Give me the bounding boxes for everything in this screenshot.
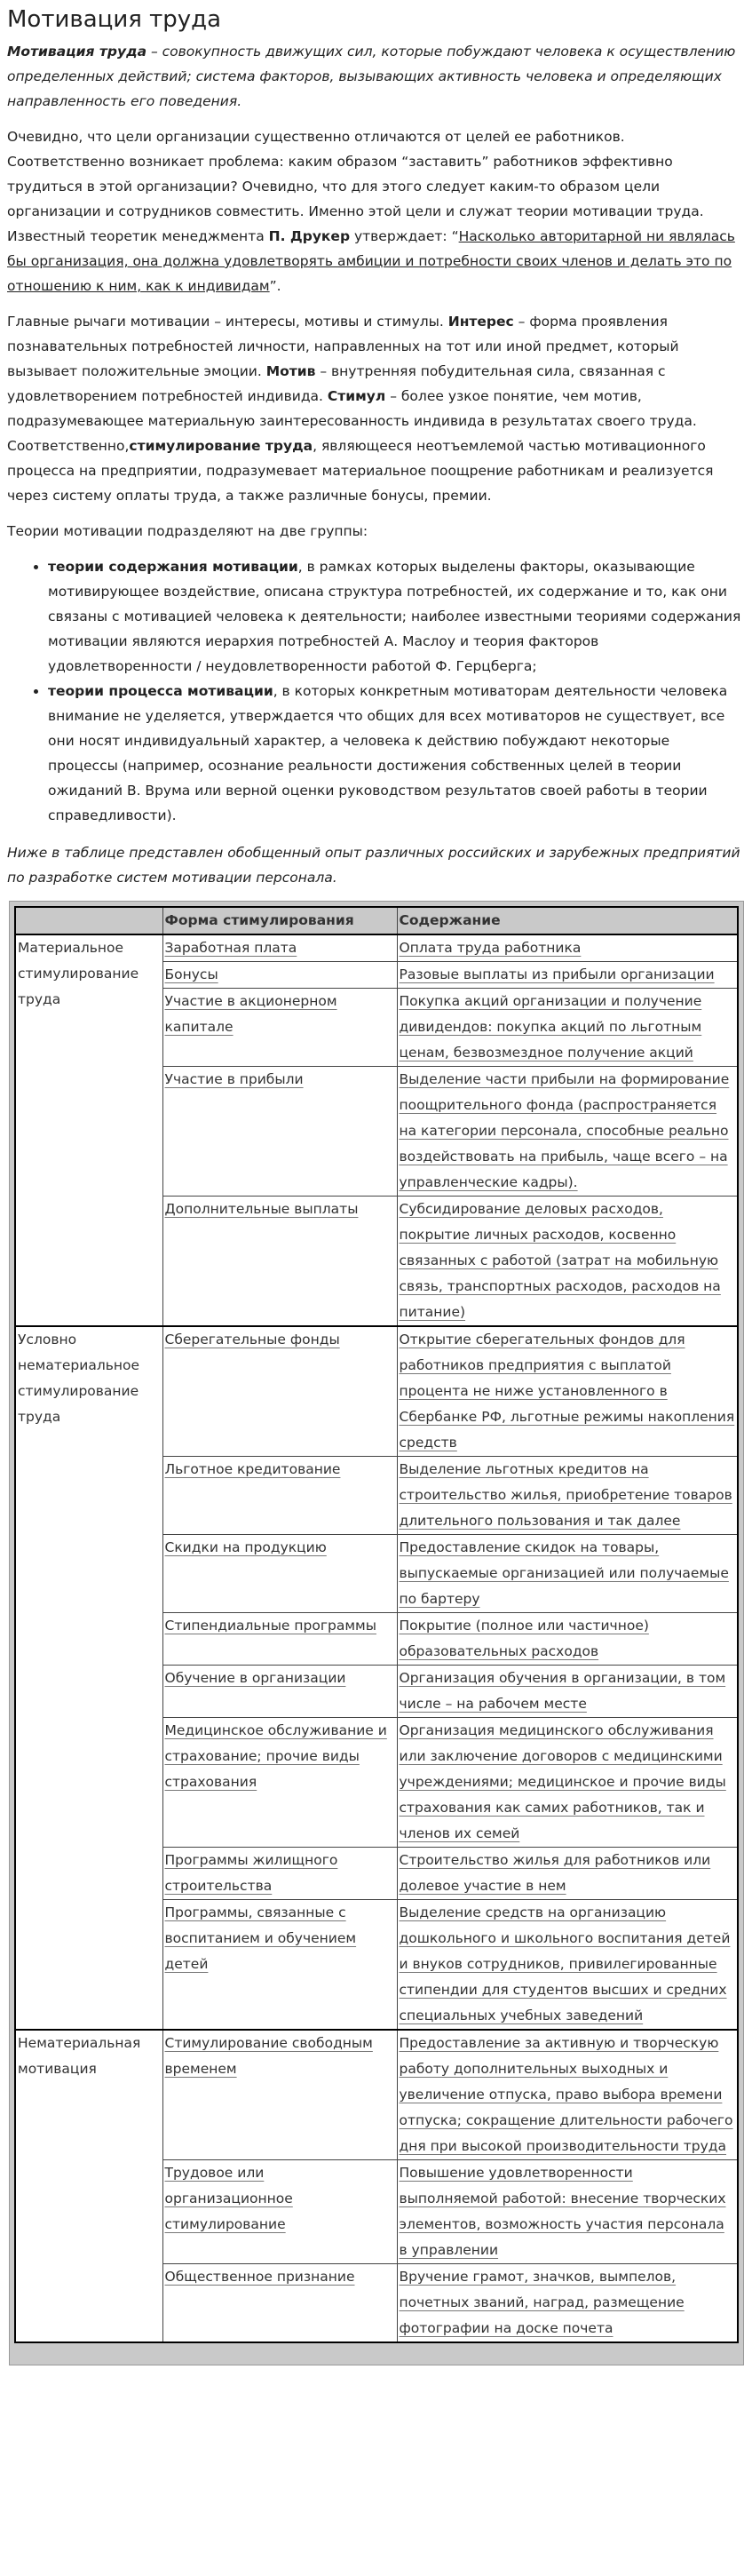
theories-list	[7, 554, 741, 828]
group-cell: Условно нематериальное стимулирование труда	[15, 1326, 162, 2030]
form-text: Скидки на продукцию	[164, 1539, 327, 1555]
form-cell	[162, 2160, 397, 2264]
table-body	[15, 934, 738, 2342]
content-cell	[397, 1326, 738, 1457]
form-cell	[162, 2030, 397, 2160]
content-cell	[397, 1666, 738, 1718]
form-text: Медицинское обслуживание и страхование; прочие виды страхования	[164, 1722, 387, 1790]
list-item	[48, 554, 741, 679]
intro-term: Мотивация труда	[7, 44, 147, 60]
form-cell	[162, 1848, 397, 1900]
form-cell	[162, 1067, 397, 1197]
content-cell	[397, 1197, 738, 1327]
drucker-quote: Насколько авторитарной ни являлась бы организация, она должна удовлетворять амбиции и потребности своих членов и делать это по отношению к ним, как к индивидам	[7, 228, 735, 294]
form-cell	[162, 1326, 397, 1457]
content-text: Организация медицинского обслуживания или заключение договоров с медицинскими учреждениями; медицинское и прочие виды страхования как самих работников, так и членов их семей	[399, 1722, 726, 1841]
content-cell	[397, 2030, 738, 2160]
drucker-name: П. Друкер	[268, 228, 351, 244]
form-cell	[162, 1900, 397, 2031]
form-text: Общественное признание	[164, 2269, 355, 2285]
stimulation-table	[14, 906, 739, 2343]
form-text: Участие в прибыли	[164, 1071, 304, 1087]
header-cell-group	[15, 907, 162, 934]
content-text: Выделение части прибыли на формирование поощрительного фонда (распространяется на категории персонала, способные реально воздействовать на прибыль, чаще всего – на управленческие кадры).	[399, 1071, 730, 1190]
term-interest: Интерес	[447, 314, 514, 330]
form-text: Программы жилищного строительства	[164, 1852, 338, 1894]
content-cell	[397, 1613, 738, 1666]
theory-text: , в которых конкретным мотиваторам деятельности человека внимание не уделяется, утверждается что общих для всех мотиваторов не существует, все они носят индивидуальный характер, а человека к действию побуждают некоторые процессы (например, осознание реальности достижения собственных целей в теории ожиданий В. Врума или верной оценки руководством результатов своей работы в теории справедливости).	[48, 683, 728, 823]
form-cell	[162, 934, 397, 962]
form-cell	[162, 962, 397, 989]
content-text: Разовые выплаты из прибыли организации	[399, 966, 715, 982]
table-header-row	[15, 907, 738, 934]
form-cell	[162, 1613, 397, 1666]
form-text: Трудовое или организационное стимулирование	[164, 2165, 293, 2232]
content-cell	[397, 1848, 738, 1900]
table-frame	[9, 901, 744, 2365]
content-text: Организация обучения в организации, в том числе – на рабочем месте	[399, 1670, 726, 1712]
form-cell	[162, 1197, 397, 1327]
header-cell-content: Содержание	[397, 907, 738, 934]
content-cell	[397, 1457, 738, 1535]
intro-text: – совокупность движущих сил, которые побуждают человека к осуществлению определенных действий; система факторов, вызывающих активность человека и определяющих направленность его поведения.	[7, 44, 736, 109]
theory-name: теории содержания мотивации	[48, 559, 298, 575]
form-text: Бонусы	[164, 966, 218, 982]
term-stimulus: Стимул	[327, 388, 386, 404]
content-text: Покупка акций организации и получение дивидендов: покупка акций по льготным ценам, безвозмездное получение акций	[399, 993, 702, 1061]
content-cell	[397, 1900, 738, 2031]
header-cell-form: Форма стимулирования	[162, 907, 397, 934]
content-cell	[397, 934, 738, 962]
group-cell: Нематериальная мотивация	[15, 2030, 162, 2342]
content-text: Субсидирование деловых расходов, покрытие личных расходов, косвенно связанных с работой (затрат на мобильную связь, транспортных расходов, расходов на питание)	[399, 1201, 721, 1320]
content-text: Вручение грамот, значков, вымпелов, почетных званий, наград, размещение фотографии на доске почета	[399, 2269, 685, 2336]
form-cell	[162, 989, 397, 1067]
levers-text-1: Главные рычаги мотивации – интересы, мотивы и стимулы.	[7, 314, 448, 330]
form-cell	[162, 1457, 397, 1535]
content-cell	[397, 1067, 738, 1197]
content-cell	[397, 1718, 738, 1848]
form-text: Обучение в организации	[164, 1670, 346, 1686]
theories-lead: Теории мотивации подразделяют на две группы:	[7, 523, 368, 539]
levers-text-3: – внутренняя побудительная сила, связанная с удовлетворением потребностей индивида.	[7, 363, 666, 404]
form-cell	[162, 1666, 397, 1718]
term-motive: Мотив	[265, 363, 316, 379]
paragraph-goals-end: ”.	[269, 278, 281, 294]
list-item	[48, 679, 741, 828]
content-text: Открытие сберегательных фондов для работников предприятия с выплатой процента не ниже установленного в Сбербанке РФ, льготные режимы накопления средств	[399, 1332, 735, 1451]
content-cell	[397, 2160, 738, 2264]
form-text: Дополнительные выплаты	[164, 1201, 359, 1217]
table-row	[15, 934, 738, 962]
content-text: Повышение удовлетворенности выполняемой работой: внесение творческих элементов, возможность участия персонала в управлении	[399, 2165, 726, 2258]
table-row	[15, 2030, 738, 2160]
theory-text: , в рамках которых выделены факторы, оказывающие мотивирующее воздействие, описана структура потребностей, их содержание и то, как они связаны с мотивацией человека к деятельности; наиболее известными теориями содержания мотивации являются иерархия потребностей А. Маслоу и теория факторов удовлетворенности / неудовлетворенности работой Ф. Герцберга;	[48, 559, 741, 674]
table-row	[15, 1326, 738, 1457]
table-lead: Ниже в таблице представлен обобщенный опыт различных российских и зарубежных предприятий по разработке систем мотивации персонала.	[7, 845, 740, 886]
term-stimulation: стимулирование труда	[129, 438, 313, 454]
form-text: Участие в акционерном капитале	[164, 993, 337, 1035]
content-text: Предоставление скидок на товары, выпускаемые организацией или получаемые по бартеру	[399, 1539, 729, 1607]
form-text: Программы, связанные с воспитанием и обучением детей	[164, 1904, 357, 1972]
form-cell	[162, 1718, 397, 1848]
form-cell	[162, 1535, 397, 1613]
form-text: Заработная плата	[164, 940, 297, 956]
page-title: Мотивация труда	[7, 6, 222, 33]
content-cell	[397, 989, 738, 1067]
content-cell	[397, 962, 738, 989]
paragraph-goals	[7, 124, 741, 298]
theory-name: теории процесса мотивации	[48, 683, 273, 699]
group-cell: Материальное стимулирование труда	[15, 934, 162, 1326]
content-text: Предоставление за активную и творческую работу дополнительных выходных и увеличение отпуска, право выбора времени отпуска; сокращение длительности рабочего дня при высокой производительности труда	[399, 2035, 733, 2154]
form-text: Сберегательные фонды	[164, 1332, 340, 1348]
content-cell	[397, 1535, 738, 1613]
paragraph-levers	[7, 309, 741, 508]
content-cell	[397, 2264, 738, 2343]
content-text: Выделение льготных кредитов на строительство жилья, приобретение товаров длительного пользования и так далее	[399, 1461, 732, 1529]
form-text: Льготное кредитование	[164, 1461, 341, 1477]
content-text: Выделение средств на организацию дошкольного и школьного воспитания детей и внуков сотрудников, привилегированные стипендии для студентов высших и средних специальных учебных заведений	[399, 1904, 731, 2023]
content-text: Покрытие (полное или частичное) образовательных расходов	[399, 1618, 649, 1659]
paragraph-goals-says: утверждает: “	[350, 228, 459, 244]
form-text: Стипендиальные программы	[164, 1618, 376, 1634]
form-text: Стимулирование свободным временем	[164, 2035, 373, 2077]
content-text: Оплата труда работника	[399, 940, 582, 956]
form-cell	[162, 2264, 397, 2343]
levers-text-4: – более узкое понятие, чем мотив, подразумевающее материальную заинтересованность индивида в результатах своего труда. Соответственно,	[7, 388, 697, 454]
levers-text-5: , являющееся неотъемлемой частью мотивационного процесса на предприятии, подразумевает материальное поощрение работникам и реализуется через систему оплаты труда, а также различные бонусы, премии.	[7, 438, 714, 504]
paragraph-goals-text: Очевидно, что цели организации существенно отличаются от целей ее работников. Соответственно возникает проблема: каким образом “заставить” работников эффективно трудиться в этой организации? Очевидно, что для этого следует каким-то образом цели организации и сотрудников совместить. Именно этой цели и служат теории мотивации труда. Известный теоретик менеджмента	[7, 129, 704, 244]
content-text: Строительство жилья для работников или долевое участие в нем	[399, 1852, 711, 1894]
intro-definition	[7, 39, 741, 114]
levers-text-2: – форма проявления познавательных потребностей личности, направленных на тот или иной предмет, который вызывает положительные эмоции.	[7, 314, 679, 379]
